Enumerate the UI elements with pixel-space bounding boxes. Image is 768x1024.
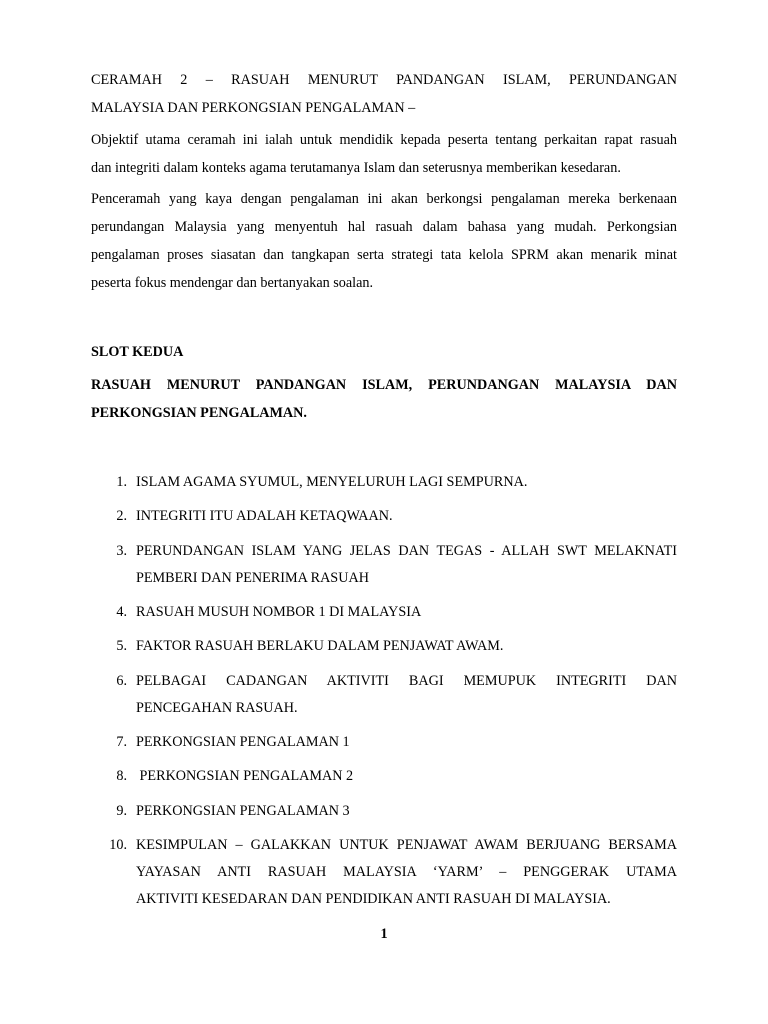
list-item-text: PERKONGSIAN PENGALAMAN 3 xyxy=(136,803,350,819)
list-item-number: 4. xyxy=(116,604,127,620)
paragraph-2-line-4: peserta fokus mendengar dan bertanyakan soalan. xyxy=(91,275,374,291)
list-item-text: PERKONGSIAN PENGALAMAN 1 xyxy=(136,734,350,750)
list-item-number: 3. xyxy=(116,543,127,559)
list-item-number: 2. xyxy=(116,508,127,524)
list-item-text: YAYASAN ANTI RASUAH MALAYSIA ‘YARM’ – PENGGERAK UTAMA xyxy=(136,864,677,880)
paragraph-2-line-2: perundangan Malaysia yang menyentuh hal rasuah dalam bahasa yang mudah. Perkongsian xyxy=(91,219,677,235)
paragraph-2-line-1: Penceramah yang kaya dengan pengalaman ini akan berkongsi pengalaman mereka berkenaan xyxy=(91,191,677,207)
list-item-text: ISLAM AGAMA SYUMUL, MENYELURUH LAGI SEMPURNA. xyxy=(136,474,528,490)
heading-line-1: CERAMAH 2 – RASUAH MENURUT PANDANGAN ISLAM, PERUNDANGAN xyxy=(91,72,677,88)
list-item-text: INTEGRITI ITU ADALAH KETAQWAAN. xyxy=(136,508,393,524)
page-number: 1 xyxy=(380,926,388,942)
list-item-text: FAKTOR RASUAH BERLAKU DALAM PENJAWAT AWAM. xyxy=(136,638,504,654)
list-item-number: 6. xyxy=(116,673,127,689)
paragraph-2-line-3: pengalaman proses siasatan dan tangkapan serta strategi tata kelola SPRM akan menarik minat xyxy=(91,247,677,263)
list-item-text: PERUNDANGAN ISLAM YANG JELAS DAN TEGAS - ALLAH SWT MELAKNATI xyxy=(136,543,677,559)
list-item-number: 9. xyxy=(116,803,127,819)
list-item-number: 8. xyxy=(116,768,127,784)
slot-title: SLOT KEDUA xyxy=(91,344,184,360)
list-item-number: 7. xyxy=(116,734,127,750)
list-item-number: 10. xyxy=(109,837,127,853)
list-item-text: PERKONGSIAN PENGALAMAN 2 xyxy=(136,768,354,784)
list-item-number: 1. xyxy=(116,474,127,490)
list-item-text: RASUAH MUSUH NOMBOR 1 DI MALAYSIA xyxy=(136,604,422,620)
list-item-text: PELBAGAI CADANGAN AKTIVITI BAGI MEMUPUK INTEGRITI DAN xyxy=(136,673,677,689)
list-item-text: KESIMPULAN – GALAKKAN UNTUK PENJAWAT AWAM BERJUANG BERSAMA xyxy=(136,837,677,853)
list-item-text: AKTIVITI KESEDARAN DAN PENDIDIKAN ANTI RASUAH DI MALAYSIA. xyxy=(136,891,611,907)
paragraph-1-line-1: Objektif utama ceramah ini ialah untuk mendidik kepada peserta tentang perkaitan rapat rasuah xyxy=(91,132,677,148)
slot-subtitle-line-1: RASUAH MENURUT PANDANGAN ISLAM, PERUNDANGAN MALAYSIA DAN xyxy=(91,377,677,393)
heading-line-2-text: MALAYSIA DAN PERKONGSIAN PENGALAMAN – xyxy=(91,100,416,116)
paragraph-1-line-2: dan integriti dalam konteks agama terutamanya Islam dan seterusnya memberikan kesedaran. xyxy=(91,160,621,176)
list-item-number: 5. xyxy=(116,638,127,654)
heading-line-2 xyxy=(91,94,677,122)
list-item-text: PENCEGAHAN RASUAH. xyxy=(136,700,298,716)
list-item-text: PEMBERI DAN PENERIMA RASUAH xyxy=(136,570,369,586)
slot-subtitle-line-2: PERKONGSIAN PENGALAMAN. xyxy=(91,405,307,421)
